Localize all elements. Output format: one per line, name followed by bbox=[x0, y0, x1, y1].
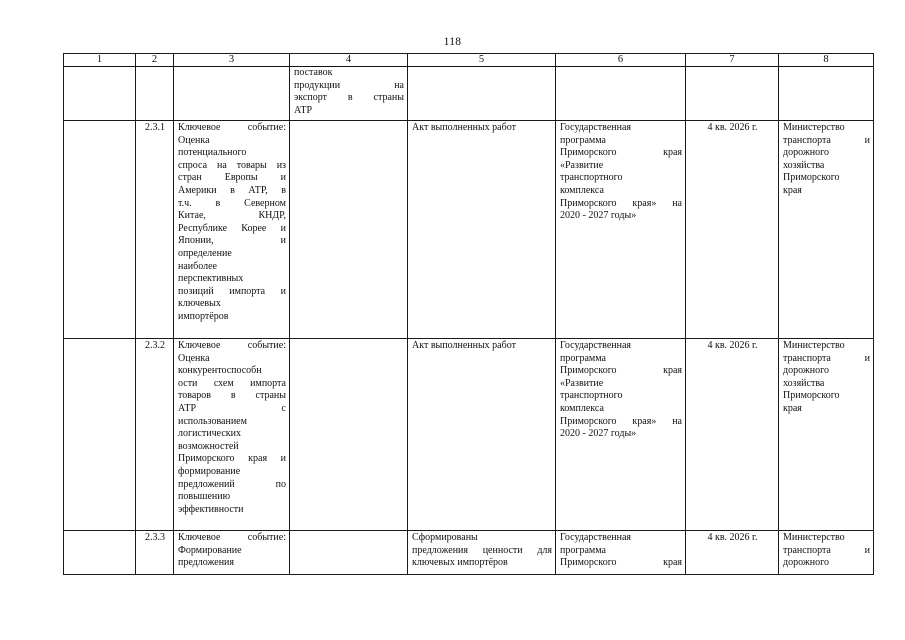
text-line: наиболее bbox=[178, 260, 217, 272]
column-header: 5 bbox=[408, 54, 556, 67]
cell-empty bbox=[64, 339, 136, 531]
event-cell bbox=[174, 531, 290, 575]
text-line: дорожного bbox=[783, 365, 829, 377]
text-line: края bbox=[783, 402, 802, 414]
text-line: Приморского bbox=[783, 390, 840, 402]
text-line: транспорта и bbox=[783, 134, 870, 146]
column-header-row bbox=[64, 54, 874, 67]
text-line: продукции на bbox=[294, 79, 404, 91]
column-header: 7 bbox=[686, 54, 779, 67]
text-line: формирование bbox=[178, 465, 241, 477]
cell-empty bbox=[290, 339, 408, 531]
row-number: 2.3.1 bbox=[136, 121, 174, 339]
text-line: использованием bbox=[178, 415, 247, 427]
text-line: спроса на товары из bbox=[178, 159, 286, 171]
text-line: потенциального bbox=[178, 147, 247, 159]
cell-empty bbox=[64, 67, 136, 121]
column-header: 1 bbox=[64, 54, 136, 67]
text-line: Министерство bbox=[783, 122, 845, 133]
event-cell bbox=[174, 339, 290, 531]
text-line: края bbox=[783, 184, 802, 196]
cell-empty bbox=[290, 531, 408, 575]
cell-empty bbox=[408, 67, 556, 121]
text-line: эффективности bbox=[178, 503, 244, 515]
text-line: АТР с bbox=[178, 402, 286, 414]
text-line: Государственная bbox=[560, 532, 632, 543]
text-line: ости схем импорта bbox=[178, 377, 286, 389]
text-line: поставок bbox=[294, 67, 333, 78]
event-cell bbox=[174, 121, 290, 339]
text-line: программа bbox=[560, 134, 606, 146]
text-line: транспорта и bbox=[783, 544, 870, 556]
text-line: Министерство bbox=[783, 340, 845, 351]
text-line: хозяйства bbox=[783, 377, 825, 389]
text-line: комплекса bbox=[560, 184, 604, 196]
text-line: программа bbox=[560, 544, 606, 556]
result-cell bbox=[408, 121, 556, 339]
text-line: Приморского края и bbox=[178, 453, 286, 465]
continuation-text bbox=[290, 67, 408, 121]
row-number: 2.3.3 bbox=[136, 531, 174, 575]
text-line: возможностей bbox=[178, 440, 239, 452]
text-line: транспорта и bbox=[783, 352, 870, 364]
text-line: Акт выполненных работ bbox=[412, 340, 516, 351]
deadline-cell: 4 кв. 2026 г. bbox=[686, 121, 779, 339]
text-line: определение bbox=[178, 247, 232, 259]
text-line: стран Европы и bbox=[178, 172, 286, 184]
column-header: 3 bbox=[174, 54, 290, 67]
text-line: Государственная bbox=[560, 122, 632, 133]
executor-cell bbox=[779, 339, 874, 531]
text-line: предложения bbox=[178, 557, 235, 569]
text-line: импортёров bbox=[178, 310, 229, 322]
cell-empty bbox=[64, 531, 136, 575]
text-line: «Развитие bbox=[560, 159, 604, 171]
text-line: Оценка bbox=[178, 352, 210, 364]
text-line: АТР bbox=[294, 104, 313, 116]
table-row bbox=[64, 121, 874, 339]
text-line: дорожного bbox=[783, 147, 829, 159]
text-line: Ключевое событие: bbox=[178, 122, 286, 133]
text-line: Оценка bbox=[178, 134, 210, 146]
text-line: Формирование bbox=[178, 544, 242, 556]
cell-empty bbox=[686, 67, 779, 121]
text-line: Приморского края bbox=[560, 365, 682, 377]
text-line: 2020 - 2027 годы» bbox=[560, 428, 637, 440]
text-line: предложения ценности для bbox=[412, 544, 552, 556]
column-header: 2 bbox=[136, 54, 174, 67]
result-cell bbox=[408, 339, 556, 531]
text-line: конкурентоспособн bbox=[178, 365, 262, 377]
table-row bbox=[64, 339, 874, 531]
table-row bbox=[64, 531, 874, 575]
text-line: Ключевое событие: bbox=[178, 340, 286, 351]
text-line: Приморского края» на bbox=[560, 415, 682, 427]
text-line: 2020 - 2027 годы» bbox=[560, 210, 637, 222]
text-line: хозяйства bbox=[783, 159, 825, 171]
text-line: транспортного bbox=[560, 172, 623, 184]
text-line: Японии, и bbox=[178, 235, 286, 247]
cell-empty bbox=[556, 67, 686, 121]
text-line: т.ч. в Северном bbox=[178, 197, 286, 209]
text-line: предложений по bbox=[178, 478, 286, 490]
text-line: Америки в АТР, в bbox=[178, 184, 286, 196]
text-line: транспортного bbox=[560, 390, 623, 402]
text-line: Китае, КНДР, bbox=[178, 210, 286, 222]
text-line: Приморского края bbox=[560, 147, 682, 159]
text-line: Приморского края» на bbox=[560, 197, 682, 209]
text-line: повышению bbox=[178, 491, 231, 503]
text-line: Сформированы bbox=[412, 532, 478, 543]
text-line: дорожного bbox=[783, 557, 829, 569]
text-line: Приморского края bbox=[560, 557, 682, 569]
deadline-cell: 4 кв. 2026 г. bbox=[686, 531, 779, 575]
deadline-cell: 4 кв. 2026 г. bbox=[686, 339, 779, 531]
text-line: Государственная bbox=[560, 340, 632, 351]
text-line: товаров в страны bbox=[178, 390, 286, 402]
program-cell bbox=[556, 531, 686, 575]
executor-cell bbox=[779, 531, 874, 575]
program-cell bbox=[556, 339, 686, 531]
text-line: перспективных bbox=[178, 273, 244, 285]
text-line: «Развитие bbox=[560, 377, 604, 389]
text-line: Министерство bbox=[783, 532, 845, 543]
column-header: 4 bbox=[290, 54, 408, 67]
program-cell bbox=[556, 121, 686, 339]
cell-empty bbox=[290, 121, 408, 339]
text-line: Ключевое событие: bbox=[178, 532, 286, 543]
text-line: Приморского bbox=[783, 172, 840, 184]
text-line: Республике Корее и bbox=[178, 222, 286, 234]
text-line: логистических bbox=[178, 428, 241, 440]
column-header: 8 bbox=[779, 54, 874, 67]
cell-empty bbox=[779, 67, 874, 121]
text-line: программа bbox=[560, 352, 606, 364]
cell-empty bbox=[174, 67, 290, 121]
text-line: комплекса bbox=[560, 402, 604, 414]
continuation-row bbox=[64, 67, 874, 121]
cell-empty bbox=[64, 121, 136, 339]
executor-cell bbox=[779, 121, 874, 339]
text-line: экспорт в страны bbox=[294, 92, 404, 104]
result-cell bbox=[408, 531, 556, 575]
cell-empty bbox=[136, 67, 174, 121]
text-line: ключевых bbox=[178, 298, 221, 310]
row-number: 2.3.2 bbox=[136, 339, 174, 531]
plan-table bbox=[63, 53, 874, 575]
column-header: 6 bbox=[556, 54, 686, 67]
text-line: позиций импорта и bbox=[178, 285, 286, 297]
text-line: Акт выполненных работ bbox=[412, 122, 516, 133]
page-number: 118 bbox=[443, 36, 462, 48]
text-line: ключевых импортёров bbox=[412, 557, 508, 569]
